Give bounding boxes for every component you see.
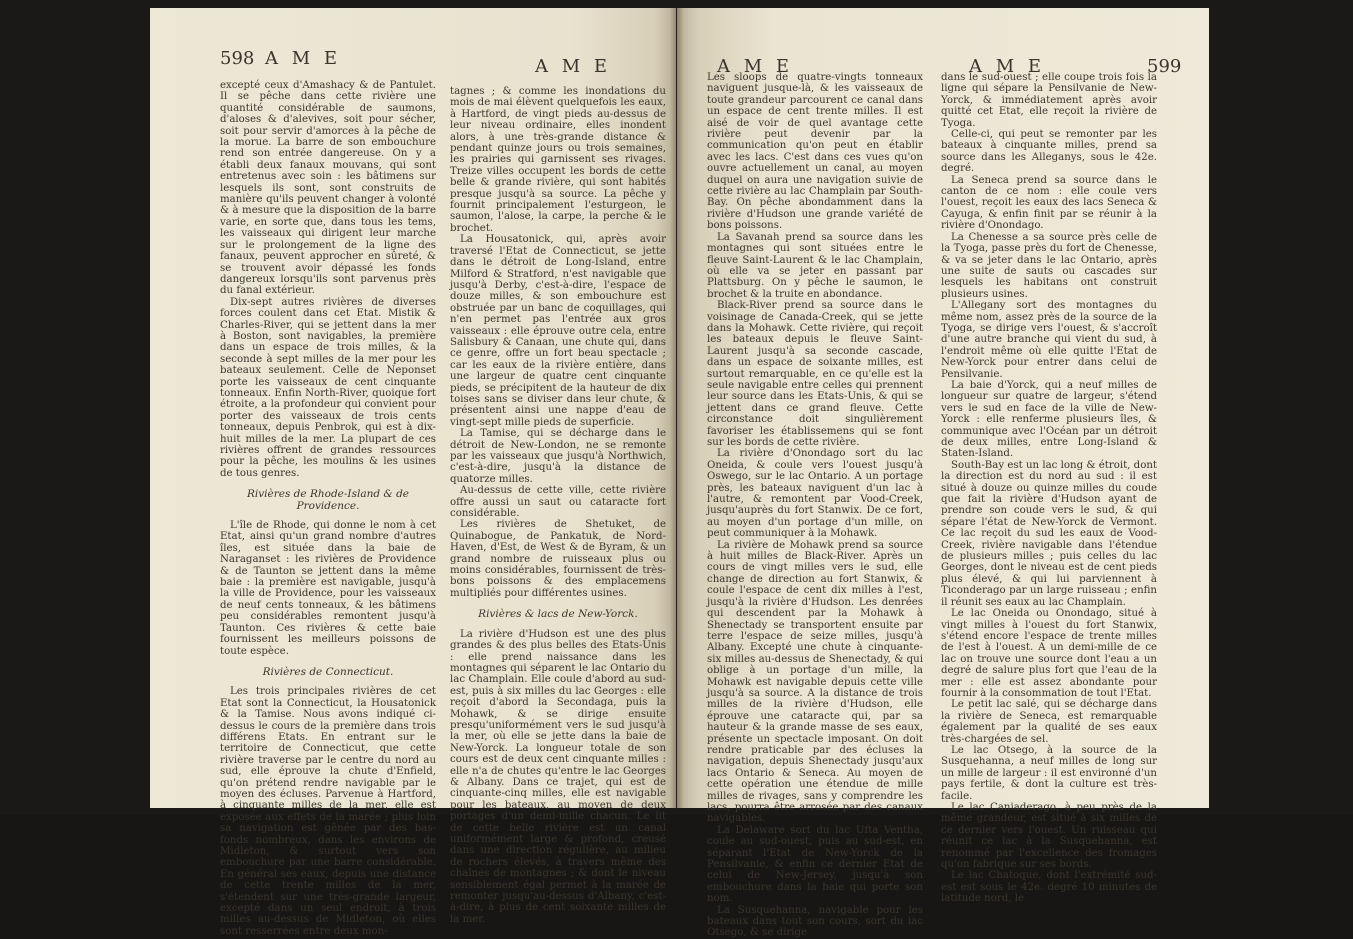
- left-column-2: [450, 86, 666, 925]
- paragraph: dans le sud-ouest ; elle coupe trois fois la ligne qui sépare la Pensilvanie de New-Yorck, & immédiatement après avoir quitté cet Etat, elle reçoit la rivière de Tyoga.: [941, 72, 1157, 129]
- running-head: A M E: [265, 48, 342, 69]
- paragraph: La Tamise, qui se décharge dans le détroit de New-London, ne se remonte par les vaisseaux que jusqu'à Northwich, c'est-à-dire, jusqu'à la distance de quatorze milles.: [450, 428, 666, 485]
- running-head-left: A M E: [717, 56, 794, 77]
- left-page: [150, 8, 676, 937]
- paragraph: Le petit lac salé, qui se décharge dans la rivière de Seneca, est remarquable également par la qualité de ses eaux très-chargées de sel.: [941, 699, 1157, 745]
- paragraph: Au-dessus de cette ville, cette rivière offre aussi un saut ou cataracte fort considérable.: [450, 485, 666, 520]
- paragraph: tagnes ; & comme les inondations du mois de mai élèvent quelquefois les eaux, à Hartford, de vingt pieds au-dessus de leur niveau ordinaire, elles inondent alors, à une très-grande distance & pendant quinze jours ou trois semaines, les prairies qui garnissent ses rivages. Treize villes occupent les bords de cette belle & grande rivière, qui sont habités presque jusqu'à sa source. La pêche y fournit principalement l'esturgeon, le saumon, l'alose, la carpe, la perche & le brochet.: [450, 86, 666, 234]
- right-column-1: [707, 72, 923, 939]
- paragraph: Le lac Oneida ou Onondago, situé à vingt milles à l'ouest du fort Stanwix, s'étend encore l'espace de trente milles de l'est à l'ouest. A un demi-mille de ce lac on trouve une source dont l'eau a un degré de salure plus fort que l'eau de la mer : elle est assez abondante pour fournir à la consommation de tout l'Etat.: [941, 608, 1157, 699]
- paragraph: La rivière d'Onondago sort du lac Oneida, & coule vers l'ouest jusqu'à Oswego, sur le lac Ontario. A un portage près, les bateaux naviguent d'un lac à l'autre, & remontent par Vood-Creek, jusqu'auprès du fort Stanwix. De ce fort, au moyen d'un portage d'un mille, on peut communiquer à la Mohawk.: [707, 448, 923, 540]
- paragraph: La Susquehanna, navigable pour les bateaux dans tout son cours, sort du lac Otsego, & se dirige: [707, 904, 923, 939]
- right-column-2: [941, 72, 1157, 905]
- paragraph: Celle-ci, qui peut se remonter par les bateaux à cinquante milles, prend sa source dans les Alleganys, sous le 42e. degré.: [941, 129, 1157, 175]
- book-gutter: [670, 8, 684, 808]
- paragraph: Black-River prend sa source dans le voisinage de Canada-Creek, qui se jette dans la Mohawk. Cette rivière, qui reçoit les bateaux depuis le fleuve Saint-Laurent jusqu'à sa seconde cascade, dans un espace de soixante milles, est surtout remarquable, en ce qu'elle est la seule navigable entre celles qui prennent leur source dans les Etats-Unis, & qui se jettent dans ce grand fleuve. Cette circonstance doit singulièrement favoriser les établissemens qui se font sur les bords de cette rivière.: [707, 300, 923, 448]
- paragraph: Les trois principales rivières de cet Etat sont la Connecticut, la Housatonick & la Tamise. Nous avons indiqué ci-dessus le cours de la première dans trois différens Etats. En entrant sur le territoire de Connecticut, que cette rivière traverse par le centre du nord au sud, elle éprouve la chute d'Enfield, qu'on prétend rendre navigable par le moyen des écluses. Parvenue à Hartford, à cinquante milles de la mer, elle est exposée aux effets de la marée ; plus loin sa navigation est gênée par des bas-fonds nombreux, dans les environs de Midleton, & surtout vers son embouchure par une barre considérable. En général ses eaux, depuis une distance de cette trente milles de la mer, s'étendent sur une très-grande largeur, excepté dans un seul endroit, à trois milles au-dessus de Midleton, où elles sont resserrées entre deux mon-: [220, 686, 436, 937]
- paragraph: La rivière de Mohawk prend sa source à huit milles de Black-River. Après un cours de vingt milles vers le sud, elle change de direction au fort Stanwix, & coule l'espace de cent dix milles à l'est, jusqu'à la rivière d'Hudson. Les denrées qui descendent par la Mohawk à Shenectady se transportent ensuite par terre l'espace de seize milles, jusqu'à Albany. Excepté une chute à cinquante-six milles au-dessus de Shenectady, & qui oblige à un portage d'un mille, la Mohawk est navigable depuis cette ville jusqu'à sa source. A la distance de trois milles de la rivière d'Hudson, elle éprouve une cataracte qui, par sa hauteur & la grande masse de ses eaux, présente un spectacle imposant. On doit rendre praticable par des écluses la navigation, depuis Shenectady jusqu'aux lacs Ontario & Seneca. Au moyen de cette opération une étendue de mille milles de rivages, sans y comprendre les lacs, pourra être arrosée par des canaux navigables.: [707, 539, 923, 825]
- paragraph: L'Allegany sort des montagnes du même nom, assez près de la source de la Tyoga, se dirige vers l'ouest, & s'accroît d'une autre branche qui vient du sud, à l'endroit même où elle quitte l'Etat de New-Yorck pour entrer dans celui de Pensilvanie.: [941, 300, 1157, 380]
- paragraph: La Chenesse a sa source près celle de la Tyoga, passe près du fort de Chenesse, & va se jeter dans le lac Ontario, après une suite de sauts ou cascades sur lesquels les habitans ont construit plusieurs usines.: [941, 231, 1157, 300]
- page-number: 598: [220, 48, 255, 69]
- section-heading: Rivières de Rhode-Island & de Providence.: [246, 488, 410, 512]
- paragraph: Le lac Caniaderago, à peu près de la même grandeur, est situé à six milles de ce dernier vers l'ouest. Un ruisseau qui réunit ce lac à la Susquehanna, est renommé par l'excellence des fromages qu'on fabrique sur ses bords.: [941, 802, 1157, 871]
- paragraph: La baie d'Yorck, qui a neuf milles de longueur sur quatre de largeur, s'étend vers le sud en face de la ville de New-Yorck : elle renferme plusieurs îles, & communique avec l'Océan par un détroit de deux milles, entre Long-Island & Staten-Island.: [941, 379, 1157, 460]
- paragraph: Les sloops de quatre-vingts tonneaux naviguent jusque-là, & les vaisseaux de toute grandeur parcourent ce canal dans un espace de cent trente milles. Il est aisé de voir de quel avantage cette rivière peut devenir par la communication qu'on peut en établir avec les lacs. C'est dans ces vues qu'on ouvre actuellement un canal, au moyen duquel on aura une navigation suivie de cette rivière au lac Champlain par South-Bay. On pêche abondamment dans la rivière d'Hudson une grande variété de bons poissons.: [707, 72, 923, 232]
- paragraph: La rivière d'Hudson est une des plus grandes & des plus belles des Etats-Unis : elle prend naissance dans les montagnes qui séparent le lac Ontario du lac Champlain. Elle coule d'abord au sud-est, puis à six milles du lac Georges : elle reçoit d'abord la Secondaga, puis la Mohawk, & se dirige ensuite presqu'uniformément vers le sud jusqu'à la mer, où elle se jette dans la baie de New-Yorck. La longueur totale de son cours est de deux cent cinquante milles : elle n'a de chutes qu'entre le lac Georges & Albany. Dans ce trajet, qui est de cinquante-cinq milles, elle est navigable pour les bateaux, au moyen de deux portages d'un demi-mille chacun. Le lit de cette belle rivière est un canal uniformément large & profond, creusé dans une direction régulière, au milieu de rochers élevés, à travers même des chaînes de montagnes ; & dont le niveau sensiblement égal permet à la marée de remonter jusqu'au-dessus d'Albany, c'est-à-dire, à plus de cent soixante milles de la mer.: [450, 628, 666, 925]
- paragraph: Le lac Chatoque, dont l'extrémité sud-est est sous le 42e. degré 10 minutes de latitude nord, le: [941, 870, 1157, 905]
- paragraph: La Seneca prend sa source dans le canton de ce nom : elle coule vers l'ouest, reçoit les eaux des lacs Seneca & Cayuga, & enfin finit par se réunir à la rivière d'Onondago.: [941, 174, 1157, 232]
- paragraph: La Savanah prend sa source dans les montagnes qui sont situées entre le fleuve Saint-Laurent & le lac Champlain, où elle va se jeter en passant par Plattsburg. On y pêche le saumon, le brochet & la truite en abondance.: [707, 231, 923, 300]
- paragraph: South-Bay est un lac long & étroit, dont la direction est du nord au sud : il est situé à douze ou quinze milles du coude que fait la rivière d'Hudson ayant de prendre son coude vers le sud, & qui sépare l'état de New-Yorck de Vermont. Ce lac reçoit du sud les eaux de Vood-Creek, rivière navigable dans l'étendue de plusieurs milles ; puis celles du lac Georges, dont le niveau est de cent pieds plus élevé, & qui lui parviennent à Ticonderago par un large ruisseau ; enfin il réunit ses eaux au lac Champlain.: [941, 459, 1157, 608]
- running-head: A M E: [969, 56, 1046, 77]
- section-heading: Rivières & lacs de New-Yorck.: [478, 608, 638, 621]
- paragraph: Dix-sept autres rivières de diverses forces coulent dans cet Etat. Mistik & Charles-River, qui se jettent dans la mer à Boston, sont navigables, la première dans un espace de trois milles, & la seconde à sept milles de la mer pour les bateaux seulement. Celle de Neponset porte les vaisseaux de cent cinquante tonneaux. Enfin North-River, quoique fort étroite, a la profondeur qui convient pour porter des vaisseaux de trois cents tonneaux, depuis Penbrok, qui est à dix-huit milles de la mer. La plupart de ces rivières offrent de grandes ressources pour la pêche, les moulins & les usines de tous genres.: [220, 296, 436, 479]
- paragraph: excepté ceux d'Amashacy & de Pantulet. Il se pêche dans cette rivière une quantité considérable de saumons, d'aloses & d'alevives, soit pour sécher, soit pour servir d'amorces à la pêche de la morue. La barre de son embouchure rend son entrée dangereuse. On y a établi deux fanaux mouvans, qui sont entretenus avec soin : les bâtimens sur lesquels ils sont, sont construits de manière qu'ils peuvent changer à volonté & à mesure que la disposition de la barre varie, en sorte que, dans tous les tems, les vaisseaux qui dirigent leur marche sur le prolongement de la ligne des fanaux, peuvent approcher en sûreté, & se trouvent avoir dépassé les fonds dangereux lorsqu'ils sont parvenus près du fanal extérieur.: [220, 80, 436, 297]
- paragraph: La Housatonick, qui, après avoir traversé l'Etat de Connecticut, se jette dans le détroit de Long-Island, entre Milford & Stratford, n'est navigable que jusqu'à Derby, c'est-à-dire, l'espace de douze milles, & son embouchure est obstruée par un banc de coquillages, qui n'en permet pas l'entrée aux gros vaisseaux : elle éprouve outre cela, entre Salisbury & Canaan, une chute qui, dans ce genre, offre un fort beau spectacle ; car les eaux de la rivière entière, dans une largeur de quatre cent cinquante pieds, se précipitent de la hauteur de dix toises sans se diviser dans leur chute, & présentent ainsi une nappe d'eau de vingt-sept mille pieds de superficie.: [450, 234, 666, 428]
- paragraph: Les rivières de Shetuket, de Quinabogue, de Pankatuk, de Nord-Haven, d'Est, de West & de Byram, & un grand nombre de ruisseaux plus ou moins considérables, fournissent de très-bons poissons & des emplacemens multipliés pour différentes usines.: [450, 519, 666, 599]
- page-number: 599: [1147, 56, 1182, 77]
- running-head-right: A M E: [535, 56, 612, 77]
- section-heading: Rivières de Connecticut.: [262, 665, 394, 678]
- right-page: [677, 8, 1209, 939]
- left-column-1: [220, 80, 436, 937]
- paragraph: Le lac Otsego, à la source de la Susquehanna, a neuf milles de long sur un mille de largeur : il est environné d'un pays fertile, & dont la culture est très-facile.: [941, 744, 1157, 802]
- paragraph: La Delaware sort du lac Ufta Ventha, coule au sud-ouest, puis au sud-est, en séparant l'Etat de New-Yorck de la Pensilvanie, & enfin ce dernier Etat de celui de New-Jersey, jusqu'à son embouchure dans la baie qui porte son nom.: [707, 824, 923, 905]
- paragraph: L'île de Rhode, qui donne le nom à cet Etat, ainsi qu'un grand nombre d'autres îles, est située dans la baie de Naraganset : les rivières de Providence & de Taunton se jettent dans la même baie : la première est navigable, jusqu'à la ville de Providence, pour les vaisseaux de neuf cents tonneaux, & les bâtimens peu considérables remontent jusqu'à Taunton. Ces rivières & cette baie fournissent les meilleurs poissons de toute espèce.: [220, 520, 436, 657]
